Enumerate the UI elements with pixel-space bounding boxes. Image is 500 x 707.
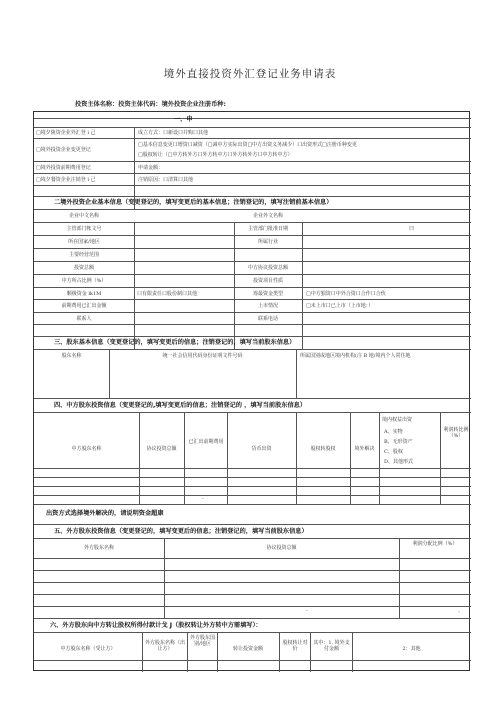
label-cn-name: 企业中文名称 bbox=[68, 213, 99, 219]
label-project-nature: 投资项目性质 bbox=[252, 278, 283, 284]
label-en-name: 企业外文名称 bbox=[252, 213, 283, 219]
col-transferor: 外方股东名称（出让方） bbox=[144, 640, 185, 652]
label-approval-date: 主管部门批准日期 bbox=[247, 226, 288, 232]
col-cash: 货币出资 bbox=[251, 446, 272, 452]
registration-form bbox=[33, 111, 470, 671]
col-profit-ratio: 利润转比例（%） bbox=[443, 427, 469, 439]
approval-date-day[interactable]: 曰 bbox=[409, 226, 415, 232]
col-remitted-expense: 已汇出前期费用 bbox=[188, 439, 224, 445]
label-cn-agreed-total: 中方协议投资总额 bbox=[247, 265, 288, 271]
label-contact: 联系人 bbox=[76, 316, 92, 322]
fund-type-options[interactable]: □中方独资口中外合资口合作口合伙 bbox=[306, 291, 386, 297]
label-business-scope: 主要经营范围 bbox=[68, 252, 99, 258]
fund-form-options[interactable]: 口有限责任口股份制口其他 bbox=[137, 291, 198, 297]
col-foreign-agreed-total: 协议投资总额 bbox=[266, 545, 297, 551]
page-title: 境外直接投资外汇登记业务申请表 bbox=[163, 68, 337, 80]
equity-item-b[interactable]: B、无形资产 bbox=[384, 439, 413, 445]
dash-mark-2: - bbox=[306, 608, 308, 614]
subject-line: 投资主体名称：投资主体代码：境外投资企业注册币种: bbox=[75, 101, 226, 108]
col-transfer-amount: 转让投资金额 bbox=[232, 646, 263, 652]
col-foreign-profit-ratio: 利润分配比例（%） bbox=[412, 541, 458, 547]
row-value-establishment-method[interactable]: 成立方式：口新设口并购口其他 bbox=[138, 130, 209, 136]
col-equity-swap: 股权转股权 bbox=[310, 446, 336, 452]
equity-item-a[interactable]: A、实物 bbox=[384, 429, 403, 435]
listing-options[interactable]: □未上市口已上市（上市地：） bbox=[306, 303, 374, 309]
col-agreed-total: 协议投资总额 bbox=[146, 446, 177, 452]
section-1-heading: 一、申 bbox=[174, 116, 193, 123]
section-6-heading: 六、外方股东向中方转让股权所得付款计戈 J（股权转让外方转中方需填写）： bbox=[50, 622, 262, 629]
equity-contribution-head: 境内权益出资 bbox=[382, 417, 413, 423]
label-cn-share: 中方所占比例（%） bbox=[61, 278, 107, 284]
row-value-deregistration-reason[interactable]: 注销原因：口清算口其他 bbox=[138, 177, 194, 183]
dash-mark: - bbox=[202, 496, 204, 502]
equity-item-d[interactable]: D、其他形式 bbox=[384, 459, 414, 465]
col-transfer-price: 股权转让对价 bbox=[282, 640, 308, 652]
col-transferee: 中方股东名称（受让方） bbox=[60, 646, 116, 652]
row-value-change-items[interactable]: □基本信息变更口增资口减资（□减中方实际出资□中方出资义务减少）口出资形式□注册币种变更 bbox=[138, 142, 357, 148]
row-label-preliminary-expense[interactable]: □境外投资前期费用登记 bbox=[36, 165, 91, 171]
comma-mark: 、 bbox=[458, 608, 464, 614]
label-industry: 所属行业 bbox=[257, 239, 278, 245]
label-phone: 联系电话 bbox=[257, 316, 278, 322]
equity-item-c[interactable]: C、股权 bbox=[384, 449, 403, 455]
col-shareholder-name: 股东名称 bbox=[61, 353, 82, 359]
label-fund-form: 颗极资金 lk1M bbox=[66, 291, 102, 297]
col-overseas-solve: 境外解决 bbox=[354, 446, 375, 452]
section-3-heading: 三、股东基本信息（变更登记的，填写变更后的信息；注销登记的，填写当前股东信息） bbox=[54, 339, 296, 346]
row-label-deregistration[interactable]: □境夕餐资企业注销登 i 己 bbox=[36, 177, 96, 183]
col-credit-code: 统一社会信用代码身份证明文件号码 bbox=[162, 353, 243, 359]
label-remitted-expense: 前期费用已汇出金额 bbox=[61, 303, 107, 309]
col-country-region: 所属国别或地区境内机构(注 B 地/境内个人常住地 bbox=[300, 353, 411, 359]
label-approval-no: 主管部门帐文号 bbox=[66, 226, 102, 232]
label-listing: 上市情况 bbox=[257, 303, 278, 309]
row-label-overseas-registration[interactable]: □境夕陵资企业外汇登 i 己 bbox=[36, 130, 96, 136]
row-value-equity-transfer[interactable]: □股权转让（□中方转外方口外方转中方口外方转外方口中方转中方） bbox=[138, 152, 293, 158]
row-label-change-registration[interactable]: □境外投资企业变更登记 bbox=[36, 147, 91, 153]
col-foreign-country: 外方股东国别/地区 bbox=[189, 635, 215, 647]
row-value-application-amount[interactable]: 申请金额： bbox=[138, 165, 164, 171]
col-other: 2：其他 bbox=[402, 646, 421, 652]
section-5-heading: 五、外方股东投资信息（变更登记的，填写变更后的信息；注销登记的，填写当前股东信息） bbox=[54, 528, 308, 535]
section-4-heading: 四、中方股东投资信息（变更登记的,填写变更后的信息；注销登记的 ，填写当前股东信息） bbox=[54, 402, 307, 409]
col-foreign-shareholder: 外方股东名称 bbox=[83, 545, 114, 551]
label-fund-type: 筹最资金类型 bbox=[252, 291, 283, 297]
col-cn-shareholder: 中方股东名称 bbox=[71, 446, 102, 452]
label-country: 所在国家/地区 bbox=[68, 239, 100, 245]
label-total-investment: 投资总额 bbox=[73, 265, 94, 271]
overseas-solution-note: 出资方式选择境外解决的，请说明资金超康 bbox=[46, 510, 164, 517]
section-2-heading: 二境外投资企业基本信息（变更登记的，填写变更后的基本信息；注销登记的，填写注销前基本信息） bbox=[54, 199, 333, 206]
col-overseas-payment: 其中：1. 境外支付金额 bbox=[313, 640, 350, 652]
